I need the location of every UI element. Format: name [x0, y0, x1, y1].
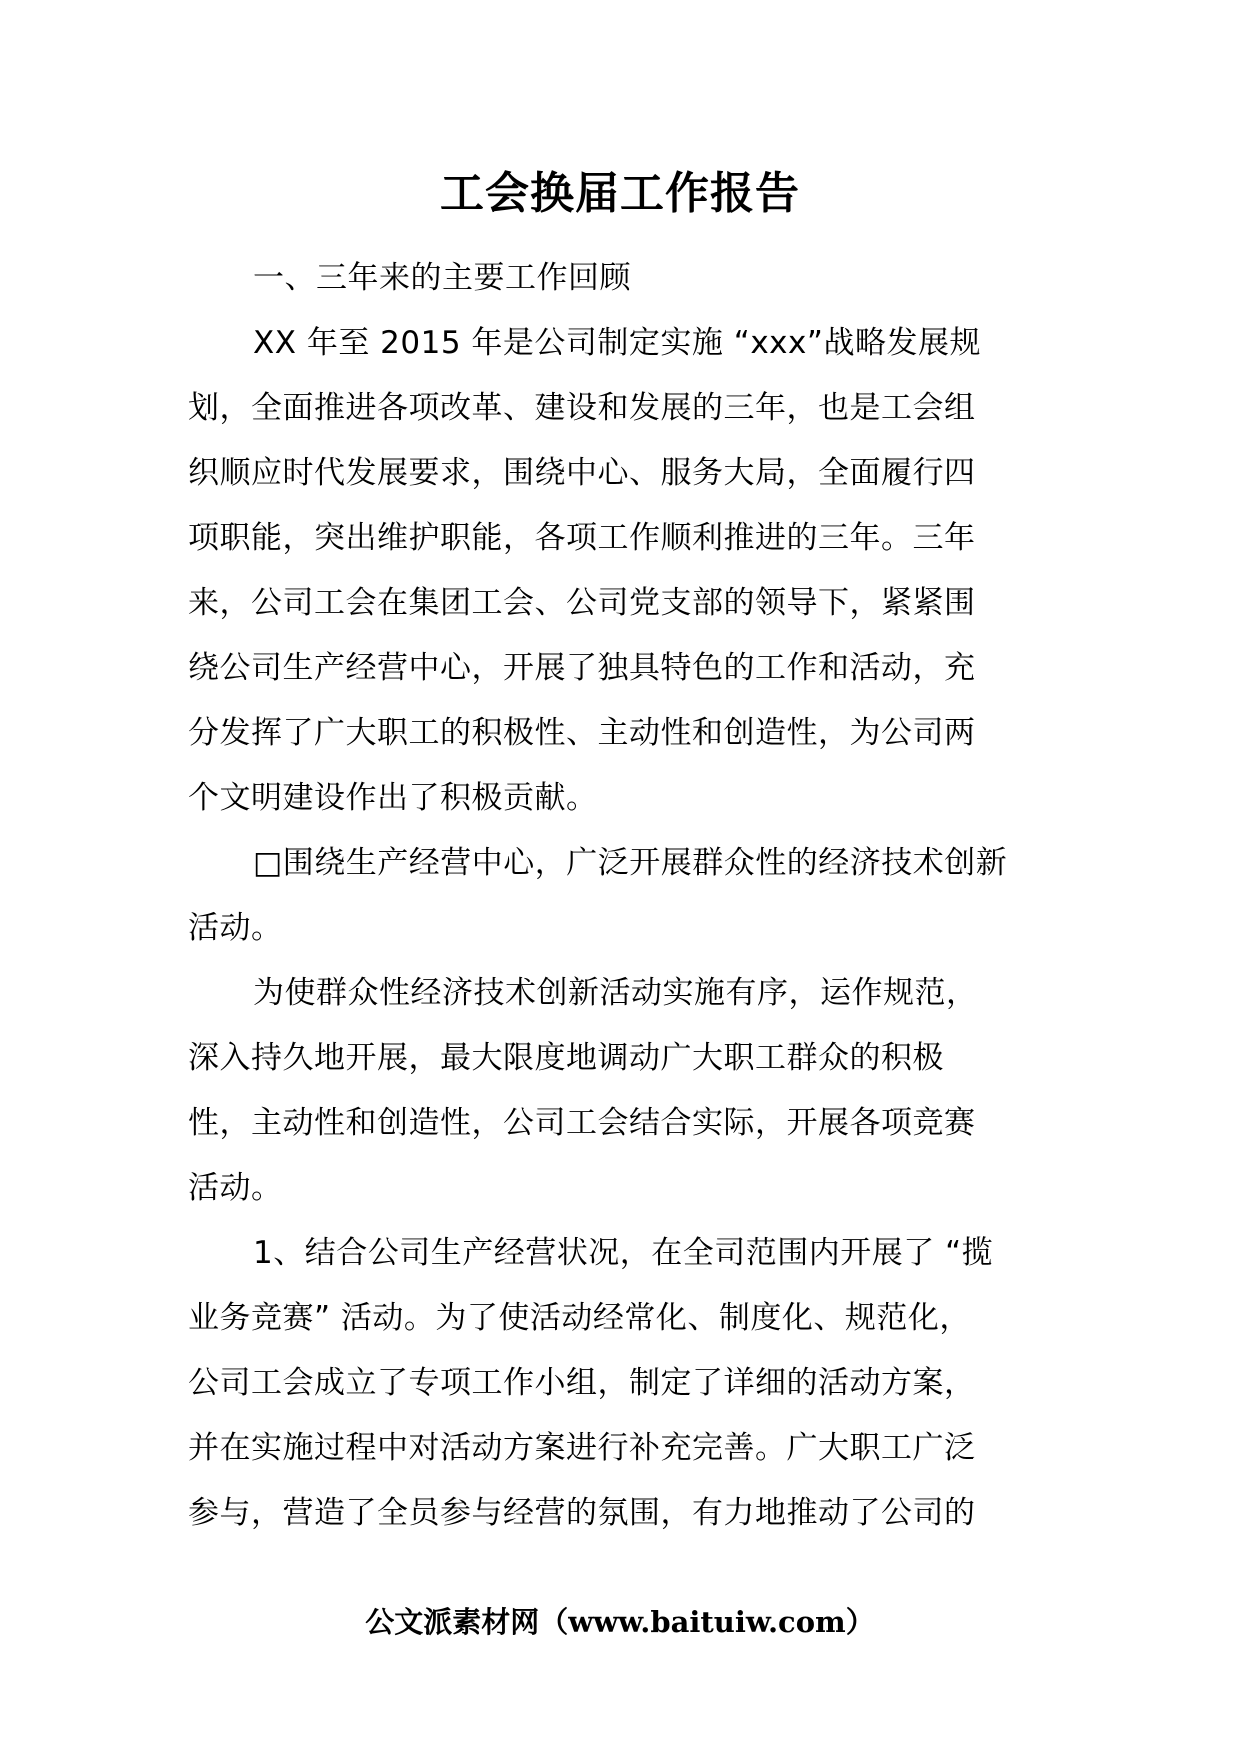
paragraph: [188, 831, 1048, 961]
text-line: 参与，营造了全员参与经营的氛围，有力地推动了公司的: [188, 1495, 976, 1531]
text-line: 一、三年来的主要工作回顾: [253, 260, 631, 296]
text-line: 个文明建设作出了积极贡献。: [188, 780, 598, 816]
text-line: 业务竞赛” 活动。为了使活动经常化、制度化、规范化，: [188, 1300, 971, 1336]
section-heading: [188, 246, 1048, 311]
text-line: 并在实施过程中对活动方案进行补充完善。广大职工广泛: [188, 1430, 976, 1466]
text-line: 项职能，突出维护职能，各项工作顺利推进的三年。三年: [188, 520, 976, 556]
text-line: 绕公司生产经营中心，开展了独具特色的工作和活动，充: [188, 650, 976, 686]
text-line: 活动。: [188, 910, 283, 946]
footer-watermark: 公文派素材网（www.baituiw.com）: [365, 1605, 875, 1639]
paragraph: [188, 311, 1048, 831]
document-title: 工会换届工作报告: [440, 168, 800, 219]
text-line: 为使群众性经济技术创新活动实施有序，运作规范，: [253, 975, 978, 1011]
paragraph: [188, 961, 1048, 1221]
text-line: 活动。: [188, 1170, 283, 1206]
text-line: 1、结合公司生产经营状况，在全司范围内开展了 “揽: [253, 1235, 994, 1271]
text-line: 来，公司工会在集团工会、公司党支部的领导下，紧紧围: [188, 585, 976, 621]
text-line: 分发挥了广大职工的积极性、主动性和创造性，为公司两: [188, 715, 976, 751]
text-line: □围绕生产经营中心，广泛开展群众性的经济技术创新: [253, 845, 1008, 881]
text-line: 划，全面推进各项改革、建设和发展的三年，也是工会组: [188, 390, 976, 426]
text-line: 深入持久地开展，最大限度地调动广大职工群众的积极: [188, 1040, 944, 1076]
text-line: 性，主动性和创造性，公司工会结合实际，开展各项竞赛: [188, 1105, 976, 1141]
text-line: 公司工会成立了专项工作小组，制定了详细的活动方案，: [188, 1365, 976, 1401]
text-line: XX 年至 2015 年是公司制定实施 “xxx”战略发展规: [253, 325, 981, 361]
document-body: [188, 246, 1048, 1546]
paragraph: [188, 1221, 1048, 1546]
text-line: 织顺应时代发展要求，围绕中心、服务大局，全面履行四: [188, 455, 976, 491]
